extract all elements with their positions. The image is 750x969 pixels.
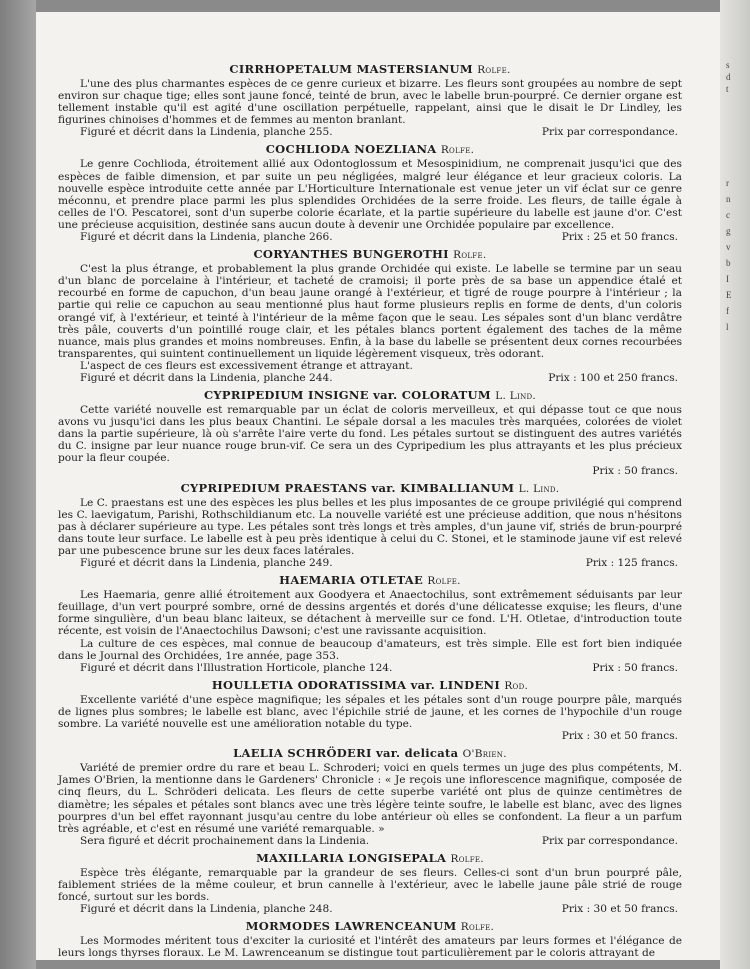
margin-fragment: f xyxy=(726,306,729,316)
margin-fragment: I xyxy=(726,274,729,284)
entry-title xyxy=(58,919,682,934)
entry-title xyxy=(58,388,682,403)
description-paragraph: Les Haemaria, genre allié étroitement aux Goodyera et Anaectochilus, sont extrêmement séduisants par leur feuillage, d'un vert pourpré sombre, orné de dessins argentés et dorés d'une délicatesse exquise; les fleurs, d'une forme singulière, d'un beau blanc laiteux, se détachent à merveille sur ce fond. L'H. Otletae, d'introduction toute récente, est voisin de l'Anaectochilus Dawsoni; c'est une ravissante acquisition. xyxy=(58,589,682,638)
description-paragraph: C'est la plus étrange, et probablement la plus grande Orchidée qui existe. Le labelle se termine par un seau d'un blanc de porcelaine à l'intérieur, et tacheté de cramoisi; il porte près de sa base un appendice étalé et recourbé en forme de capuchon, d'un beau jaune orangé à l'extérieur, et tigré de rouge pourpre à l'intérieur ; la partie qui relie ce capuchon au seau mentionné plus haut forme plusieurs replis en forme de dents, d'un coloris orangé vif, à l'extérieur, et teinté à l'intérieur de la même façon que le seau. Les sépales sont d'un blanc verdâtre très pâle, couverts d'un pointillé rouge clair, et les pétales blancs portent également des taches de la même nuance, mais plus grandes et moins nombreuses. Enfin, à la base du labelle se présentent deux cornes recourbées transparentes, qui suintent continuellement un liquide légèrement visqueux, très odorant. xyxy=(58,263,682,360)
figure-price-line xyxy=(58,662,682,674)
description-paragraph: Cette variété nouvelle est remarquable par un éclat de coloris merveilleux, et qui dépasse tout ce que nous avons vu jusqu'ici dans les plus beaux Chantini. Le sépale dorsal a les macules très marquées, colorées de violet dans la partie supérieure, là où s'arrête l'aire verte du fond. Les pétales surtout se distinguent des autres variétés du C. insigne par leur nuance rouge brun-vif. Ce sera un des Cypripedium les plus attrayants et les plus précieux pour la fleur coupée. xyxy=(58,404,682,465)
author-name: Rolfe. xyxy=(453,249,487,262)
species-name: HOULLETIA ODORATISSIMA var. LINDENI xyxy=(211,677,501,692)
entry-title xyxy=(58,142,682,157)
catalog-entry xyxy=(58,851,682,915)
author-name: Rolfe. xyxy=(440,144,475,157)
page-content xyxy=(58,62,682,960)
margin-fragment: t xyxy=(726,84,729,94)
description-paragraph: Le genre Cochlioda, étroitement allié aux Odontoglossum et Mesospinidium, ne comprenait jusqu'ici que des espèces de faible dimension, et par suite un peu négligées, malgré leur élégance et leur gracieux coloris. La nouvelle espèce introduite cette année par L'Horticulture Internationale est venue jeter un vif éclat sur ce genre méconnu, et prendre place parmi les plus splendides Orchidées de la serre froide. Les fleurs, de taille égale à celles de l'O. Pescatorei, sont d'un superbe colorie écarlate, et la partie supérieure du labelle est jaune d'or. C'est une précieuse acquisition, destinée sans aucun doute à devenir une Orchidée populaire par excellence. xyxy=(58,158,682,231)
catalog-entry xyxy=(58,62,682,138)
entry-title xyxy=(58,481,682,496)
figure-reference: Figuré et décrit dans la Lindenia, planche 249. xyxy=(80,557,333,570)
description-paragraph: Excellente variété d'une espèce magnifique; les sépales et les pétales sont d'un rouge pourpre pâle, marqués de lignes plus sombres; le labelle est blanc, avec l'épichile strié de jaune, et les cornes de l'hypochile d'un rouge sombre. La variété nouvelle est une amélioration notable du type. xyxy=(58,693,682,731)
species-name: CYPRIPEDIUM PRAESTANS var. KIMBALLIANUM xyxy=(180,480,515,495)
description-paragraph: L'une des plus charmantes espèces de ce genre curieux et bizarre. Les fleurs sont groupées au nombre de sept environ sur chaque tige; elles sont jaune foncé, teinté de brun, avec le labelle brun-pourpré. Ce dernier organe est tellement instable qu'il est agité d'une oscillation perpétuelle, rappelant, ainsi que le disait le Dr Lindley, les figurines chinoises d'hommes et de femmes au menton branlant. xyxy=(58,78,682,127)
price: Prix : 50 francs. xyxy=(592,661,678,674)
entry-title xyxy=(58,62,682,77)
margin-fragment: d xyxy=(726,72,731,82)
figure-reference: Figuré et décrit dans l'Illustration Horticole, planche 124. xyxy=(80,661,393,674)
author-name: Rolfe. xyxy=(477,64,511,76)
author-name: L. Lind. xyxy=(495,390,537,403)
figure-reference: Figuré et décrit dans la Lindenia, planche 266. xyxy=(80,231,333,244)
catalog-entry xyxy=(58,678,682,742)
description-paragraph: Les Mormodes méritent tous d'exciter la curiosité et l'intérêt des amateurs par leurs formes et l'élégance de leurs longs thyrses floraux. Le M. Lawrenceanum se distingue tout particulièrement par le coloris attrayant de xyxy=(58,935,682,960)
species-name: MAXILLARIA LONGISEPALA xyxy=(256,850,447,865)
figure-price-line xyxy=(58,231,682,243)
margin-fragment: g xyxy=(726,226,731,236)
catalog-entry xyxy=(58,746,682,847)
figure-price-line xyxy=(58,557,682,569)
figure-price-line xyxy=(58,372,682,384)
price: Prix : 30 et 50 francs. xyxy=(561,730,678,743)
figure-reference: Figuré et décrit dans la Lindenia, planche 248. xyxy=(80,903,333,916)
catalog-entry xyxy=(58,388,682,477)
figure-reference: Figuré et décrit dans la Lindenia, planche 255. xyxy=(80,126,333,139)
figure-price-line xyxy=(58,835,682,847)
author-name: L. Lind. xyxy=(518,482,560,495)
figure-reference: Sera figuré et décrit prochainement dans la Lindenia. xyxy=(80,834,370,847)
margin-fragment: b xyxy=(726,258,731,268)
species-name: CIRRHOPETALUM MASTERSIANUM xyxy=(229,62,473,76)
price: Prix : 50 francs. xyxy=(592,464,678,477)
margin-fragment: E xyxy=(726,290,732,300)
entry-title xyxy=(58,678,682,693)
author-name: Rolfe. xyxy=(450,852,484,865)
figure-price-line xyxy=(58,903,682,915)
catalog-entry xyxy=(58,481,682,570)
author-name: O'Brien. xyxy=(462,748,507,761)
document-page xyxy=(36,12,720,960)
description-paragraph: Espèce très élégante, remarquable par la grandeur de ses fleurs. Celles-ci sont d'un brun pourpré pâle, faiblement striées de la même couleur, et brun cannelle à l'extérieur, avec le labelle jaune pâle strié de rouge foncé, surtout sur les bords. xyxy=(58,866,682,904)
entry-title xyxy=(58,573,682,588)
margin-fragment: l xyxy=(726,322,729,332)
author-name: Rolfe. xyxy=(460,921,495,934)
margin-fragment: r xyxy=(726,178,729,188)
entry-title xyxy=(58,247,682,262)
price: Prix par correspondance. xyxy=(541,126,678,139)
author-name: Rolfe. xyxy=(427,575,461,588)
entry-title xyxy=(58,851,682,866)
margin-fragment: s xyxy=(726,60,730,70)
entry-title xyxy=(58,746,682,761)
description-paragraph: Le C. praestans est une des espèces les plus belles et les plus imposantes de ce groupe privilégié qui comprend les C. laevigatum, Parishi, Rothschildianum etc. La nouvelle variété est une précieuse addition, que nous n'hésitons pas à déclarer supérieure au type. Les pétales sont très longs et très amples, d'un jaune vif, striés de brun-pourpré dans toute leur surface. Le labelle est à peu près identique à celui du C. Stonei, et le staminode jaune vif est relevé par une pubescence brune sur les deux faces latérales. xyxy=(58,496,682,557)
catalog-entry xyxy=(58,919,682,959)
species-name: CORYANTHES BUNGEROTHI xyxy=(253,247,449,262)
price: Prix : 30 et 50 francs. xyxy=(561,903,678,916)
species-name: MORMODES LAWRENCEANUM xyxy=(245,919,457,934)
price: Prix : 25 et 50 francs. xyxy=(561,231,678,244)
catalog-entry xyxy=(58,247,682,384)
book-gutter xyxy=(0,0,36,969)
description-paragraph: Variété de premier ordre du rare et beau L. Schroderi; voici en quels termes un juge des plus compétents, M. James O'Brien, la mentionne dans le Gardeners' Chronicle : « Je reçois une inflorescence magnifique, composée de cinq fleurs, du L. Schröderi delicata. Les fleurs de cette superbe variété ont plus de quinze centimètres de diamètre; les sépales et pétales sont blancs avec une très légère teinte soufre, le labelle est blanc, avec des lignes pourpres d'un bel effet rayonnant jusqu'au centre du lobe antérieur où elles se confondent. La fleur a un parfum très agréable, et c'est en résumé une variété remarquable. » xyxy=(58,762,682,835)
figure-price-line xyxy=(58,730,682,742)
author-name: Rod. xyxy=(504,679,529,692)
price: Prix par correspondance. xyxy=(541,834,678,847)
margin-fragment: n xyxy=(726,194,731,204)
margin-fragment: v xyxy=(726,242,731,252)
description-paragraph: La culture de ces espèces, mal connue de beaucoup d'amateurs, est très simple. Elle est fort bien indiquée dans le Journal des Orchidées, 1re année, page 353. xyxy=(58,637,682,662)
figure-reference: Figuré et décrit dans la Lindenia, planche 244. xyxy=(80,371,333,384)
species-name: COCHLIODA NOEZLIANA xyxy=(265,142,437,157)
figure-price-line xyxy=(58,465,682,477)
adjacent-page-margin xyxy=(720,0,750,969)
species-name: CYPRIPEDIUM INSIGNE var. COLORATUM xyxy=(203,388,491,403)
species-name: HAEMARIA OTLETAE xyxy=(279,573,424,588)
description-paragraph: L'aspect de ces fleurs est excessivement étrange et attrayant. xyxy=(80,359,413,372)
species-name: LAELIA SCHRÖDERI var. delicata xyxy=(233,746,459,761)
catalog-entry xyxy=(58,142,682,243)
figure-price-line xyxy=(58,126,682,138)
price: Prix : 125 francs. xyxy=(585,557,678,570)
margin-fragment: c xyxy=(726,210,730,220)
catalog-entry xyxy=(58,573,682,674)
price: Prix : 100 et 250 francs. xyxy=(548,371,678,384)
